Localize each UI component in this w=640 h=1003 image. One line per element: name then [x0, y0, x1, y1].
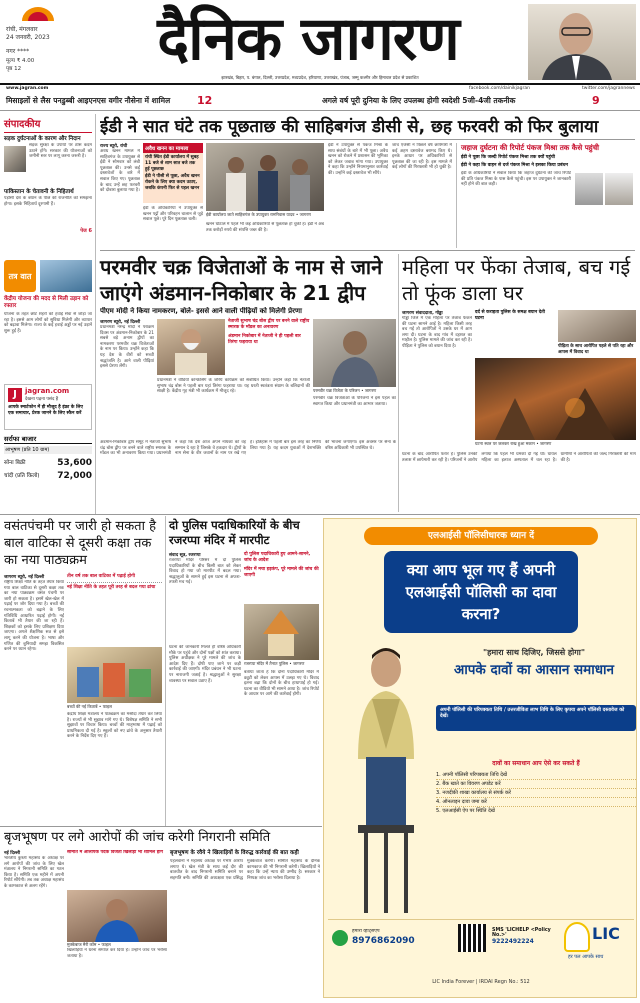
side-top-box [456, 143, 636, 248]
promo-strip [0, 93, 640, 111]
school-point-1: तीन वर्ष तक बाल वाटिका में पढ़ाई होगी [67, 574, 162, 583]
bullion-gold-row [4, 458, 92, 468]
acid-text-2: घटना के बाद आरोपित फरार हैं। पुलिस उनकी तलाश में छापेमारी कर रही है। परिजनों ने आरोप लगाया कि पहले भी धमकी दी गई थी। घायल महिला का इलाज अस्पताल में चल रहा है। ग्रामीणों ने आरोपितों की जल्द गिरफ्तारी की मांग की है। [402, 452, 636, 463]
website-link[interactable]: www.jagran.com [6, 86, 49, 91]
jagran-url[interactable]: jagran.com [25, 387, 70, 395]
lic-contact-row [328, 919, 634, 963]
paramveer-text-4: अंडमान-निकोबार द्वीप समूह में नेताजी सुभाष चंद्र बोस द्वीप पर बनने वाले राष्ट्रीय स्मारक के मॉडल का भी अनावरण किया गया। प्रधानमंत्री ने कहा कि देश आज अपने नायकों को वह सम्मान दे रहा है जिसके वे हकदार थे। द्वीपों के नाम सेना के वीर जवानों के नाम पर रखे गए हैं। इतिहास में पहली बार इस तरह का निर्णय लिया गया है। यह कदम युवाओं में देशभक्ति की भावना जगाएगा। इस अवसर पर सेना के वरिष्ठ अधिकारी भी उपस्थित थे। [100, 440, 396, 457]
qr-code-icon[interactable] [458, 924, 486, 952]
police-caption-text: रजरप्पा मंदिर में तैनात पुलिस [244, 661, 288, 666]
lead-highlight-title: अवैध खनन का मामला [143, 143, 203, 153]
editorial-heading: संपादकीय [4, 116, 92, 133]
bottom-photo-frame [67, 850, 167, 1000]
bullion-gold-value: 53,600 [57, 458, 92, 468]
bottom-caption-text: मुक्केबाज मैरी कॉम [67, 942, 97, 947]
school-col1 [4, 574, 64, 822]
mid-rule [0, 514, 640, 515]
school-caption-text: बच्चों की नई किताबें [67, 704, 98, 709]
masthead [0, 0, 640, 92]
lead-body [100, 143, 140, 248]
paramveer-point-2: अंडमान निकोबार में नेताजी ने ही पहली बार तिरंगा फहराया था [228, 334, 301, 345]
lead-rule [100, 139, 635, 140]
acid-caption-left: दर्द से कराहता पुलिस के समक्ष बयान देती घटना [475, 310, 545, 321]
lead-highlight-point-2: ईडी ने पीसी से पूछा, अवैध खनन रोकने के लिए क्या कदम उठाए, जबकि कंपनी फिर से पहल खनन [145, 174, 200, 191]
side-top-headline[interactable]: जहाज दुर्घटना की रिपोर्ट पंकज मिश्रा तक कैसे पहुंची [461, 143, 600, 152]
bottom-col3 [170, 850, 320, 1000]
paramveer-text-2: प्रधानमंत्री ने वीडियो कॉन्फ्रेंसिंग के जरिये कार्यक्रम को संबोधित किया। उन्होंने कहा कि नेताजी सुभाष चंद्र बोस ने पहली बार यहां तिरंगा फहराया था। यह धरती स्वतंत्रता संग्राम के बलिदानों की साक्षी है। केंद्रीय गृह मंत्री भी कार्यक्रम में मौजूद रहे। [157, 378, 310, 395]
lic-banner [364, 527, 598, 545]
lic-step-5-text: एलआईसी ऐप पर स्थिति देखें [442, 808, 495, 814]
bottom-photo [67, 890, 167, 942]
editorial-page-ref[interactable]: पेज 6 [80, 228, 92, 234]
lead-photo [206, 143, 324, 211]
lic-steps-title: दावों का समाधान आप ऐसे कर सकते हैं [492, 760, 580, 767]
lic-strip-text: अपनी पॉलिसी की परिपक्वता तिथि / उत्तरजीविता लाभ तिथि के लिए कृपया अपने पॉलिसी दस्तावेज को देखें। [440, 707, 625, 719]
tatra-label: तत्र वात [8, 271, 32, 281]
lic-logo-icon [564, 922, 590, 952]
lic-step-2-text: बैंक खाते का विवरण अपडेट करें [442, 781, 501, 787]
left-column-rule [95, 114, 96, 514]
promo-right-text[interactable]: अगले वर्ष पूरी दुनिया के लिए उपलब्ध होगी स्वदेशी 5जी-4जी तकनीक [322, 96, 516, 105]
tatra-box [4, 260, 92, 380]
masthead-editions: झारखंड, बिहार, प. बंगाल, दिल्ली, उत्तरप्रदेश, मध्यप्रदेश, हरियाणा, उत्तराखंड, पंजाब, जम्मू कश्मीर और हिमाचल प्रदेश से प्रकाशित [221, 75, 419, 80]
books-icon [67, 647, 162, 703]
editorial-writer-photo [4, 146, 26, 172]
lic-advertisement[interactable] [323, 518, 637, 998]
paramveer-caption: परमवीर चक्र विजेता के परिजन • जागरण [313, 388, 377, 393]
lic-phone[interactable]: 9222492224 [492, 938, 534, 945]
side-top-bullet-2: ईडी ने कहा कि वाहन से दर्ज पंकज मिश्रा ने इसका किया प्रबंधन [461, 163, 568, 168]
school-photo [67, 647, 162, 703]
police-text-1: रजरप्पा मंदिर परिसर में दो पुलिस पदाधिकारियों के बीच किसी बात को लेकर विवाद हो गया जो मारपीट में बदल गया। श्रद्धालुओं के सामने हुई इस घटना से अफरा-तफरी मच गई। [169, 558, 241, 586]
lead-dateline: राज्य ब्यूरो, रांची [100, 144, 128, 149]
paramveer-headline[interactable]: परमवीर चक्र विजेताओं के नाम से जाने जाएंगे अंडमान-निकोबार के 21 द्वीप [100, 255, 383, 305]
lead-credit: जागरण [299, 212, 311, 217]
side-top-bullet-1: ईडी ने पूछा कि जल्दी रिपोर्ट पंकज मिश्रा तक क्यों पहुंची [461, 155, 555, 160]
jagran-promo-box [4, 384, 92, 430]
masthead-pages: पृष्ठ 12 [6, 66, 22, 72]
lic-brand: LIC [592, 924, 620, 943]
lead-text-col2: ईडी के अधिकारियों ने उपायुक्त से खनन पट्टों और परिवहन चालान से जुड़े सवाल पूछे। पूरे दिन पूछताछ चली। [143, 206, 203, 223]
paramveer-col1 [100, 319, 154, 437]
police-points-box [244, 552, 319, 602]
lead-headline[interactable]: ईडी ने सात घंटे तक पूछताछ की साहिबगंज डीसी से, छह फरवरी को फिर बुलाया [100, 117, 599, 137]
school-points-box [67, 574, 162, 644]
masthead-day: रांची, मंगलवार [6, 26, 38, 33]
police-caption: रजरप्पा मंदिर में तैनात पुलिस • जागरण [244, 661, 305, 666]
lic-whatsapp-number[interactable]: 8976862090 [352, 936, 415, 946]
editorial-text-2: पड़ोसी देश के बयान के पीछे की राजनीति को समझना होगा। इसके निहितार्थ दूरगामी हैं। [4, 196, 92, 207]
school-text-1: राष्ट्रीय शिक्षा नीति के तहत तैयार किया गया बाल वाटिका से दूसरी कक्षा तक का नया पाठ्यक्रम वसंत पंचमी पर जारी हो सकता है। इसमें खेल-खेल में पढ़ाई पर जोर दिया गया है। बच्चों की रचनात्मकता को बढ़ाने के लिए गतिविधि आधारित पढ़ाई होगी। नई किताबें भी तैयार की जा रही हैं। शिक्षकों को इसके लिए प्रशिक्षण दिया जाएगा। अगले शैक्षणिक सत्र से इसे लागू करने की योजना है। भाषा और गणित की बुनियादी समझ विकसित करने पर ध्यान रहेगा। [4, 580, 64, 653]
lead-photo-caption: ईडी कार्यालय जाते साहिबगंज के उपायुक्त रामनिवास यादव • जागरण [206, 212, 311, 217]
bottom-rule [0, 826, 322, 827]
person-icon [67, 890, 167, 942]
lead-text-col4: ईडी ने उपायुक्त से पंकज मिश्रा के साथ संबंधों के बारे में भी पूछा। अवैध खनन को रोकने में प्रशासन की भूमिका को लेकर जवाब मांगा गया। उपायुक्त ने कहा कि उन्होंने नियमानुसार कार्रवाई की। उन्होंने कई दस्तावेज भी सौंपे। [328, 143, 388, 176]
jagran-j-icon: J [8, 388, 22, 402]
lead-highlight-point-1: रांची स्थित ईडी कार्यालय में सुबह 11 बजे से शाम सात बजे तक हुई पूछताछ [145, 155, 199, 172]
paramveer-family-photo [313, 319, 396, 387]
jagran-logo-icon [20, 5, 56, 23]
lic-step-5: 5. एलआईसी ऐप पर स्थिति देखें [436, 808, 495, 814]
police-point-1: दो पुलिस पदाधिकारी हुए आमने-सामने, जांच के आदेश [244, 552, 311, 563]
bottom-sub-headline[interactable]: बृजभूषण के रवैये ने खिलाड़ियों के विरुद्ध कार्रवाई की बात कही [170, 850, 299, 856]
paramveer-caption-text: परमवीर चक्र विजेता के परिजन [313, 388, 360, 393]
police-text-2: घटना की जानकारी मिलते ही वरिष्ठ अधिकारी मौके पर पहुंचे और दोनों पक्षों को शांत कराया। पुलिस अधीक्षक ने पूरे मामले की जांच के आदेश दिए हैं। दोषी पाए जाने पर कड़ी कार्रवाई की जाएगी। मंदिर प्रबंधन ने भी घटना पर नाराजगी जताई है। श्रद्धालुओं ने सुरक्षा व्यवस्था पर सवाल उठाए हैं। [169, 645, 241, 684]
tatra-photo [40, 260, 92, 292]
police-dateline: संवाद सूत्र, रजरप्पा [169, 553, 201, 558]
lic-question: क्या आप भूल गए हैं अपनी एलआईसी पॉलिसी का दावा करना? [405, 561, 557, 623]
temple-icon [244, 604, 319, 660]
lead-text-col1: अवैध खनन मामले में साहिबगंज के उपायुक्त से ईडी ने सोमवार को लंबी पूछताछ की। उनसे कई दस्तावेजों के बारे में सवाल किए गए। पूछताछ के बाद उन्हें छह फरवरी को दोबारा बुलाया गया है। [100, 149, 140, 194]
tatra-badge [4, 260, 36, 292]
side-top-photo-2 [605, 173, 633, 205]
lead-highlight-box [143, 143, 203, 203]
twitter-link[interactable]: twitter.com/jagrannews [582, 86, 635, 91]
lic-whatsapp-label: हमारा व्हाट्सएप [352, 929, 380, 934]
school-headline[interactable]: वसंतपंचमी पर जारी हो सकता है बाल वाटिका से दूसरी कक्षा तक का नया पाठ्यक्रम [4, 519, 156, 568]
lic-step-1-text: अपनी पॉलिसी परिपक्वता तिथि देखें [442, 772, 508, 778]
lic-person-illustration [328, 639, 438, 919]
lic-step-3: 3. नजदीकी शाखा कार्यालय से संपर्क करें [436, 789, 636, 798]
lead-text-col3: खनन घोटाले में पहले भी कई अधिकारियों से पूछताछ हो चुकी है। ईडी ने अब तक करोड़ों रुपये की संपत्ति जब्त की है। [206, 222, 324, 233]
acid-credit: जागरण [540, 441, 552, 446]
police-headline[interactable]: दो पुलिस पदाधिकारियों के बीच रजरप्पा मंदिर में मारपीट [169, 518, 300, 547]
bottom-headline[interactable]: बृजभूषण पर लगे आरोपों की जांच करेगी निगरानी समिति [4, 830, 271, 845]
school-dateline: जागरण ब्यूरो, नई दिल्ली [4, 575, 45, 580]
person-icon [328, 639, 438, 919]
bottom-dateline: नई दिल्ली [4, 851, 21, 856]
columnist-photo [528, 4, 636, 80]
acid-headline[interactable]: महिला पर फेंका तेजाब, बच गई तो फूंक डाला घर [402, 255, 631, 305]
bullion-silver-value: 72,000 [57, 471, 92, 481]
acid-dateline: जागरण संवाददाता, गोड्डा [402, 311, 443, 316]
tatra-snippet[interactable]: केंद्रीय योजना की मदद से मिली उड़ान को रफ्तार [4, 296, 89, 309]
paramveer-subhead[interactable]: पीएम मोदी ने किया नामकरण, बोले- इससे आने वाली पीढ़ियों को मिलेगी प्रेरणा [100, 307, 302, 315]
lead-caption-text: ईडी कार्यालय जाते साहिबगंज के उपायुक्त रामनिवास यादव [206, 212, 295, 217]
lic-step-1: 1. अपनी पॉलिसी परिपक्वता तिथि देखें [436, 771, 636, 780]
lic-step-3-text: नजदीकी शाखा कार्यालय से संपर्क करें [442, 790, 511, 796]
fire-icon [475, 358, 636, 440]
lic-quote: "हमारा साथ दिजिए, जिससे होगा" [482, 648, 586, 657]
masthead-price: मूल्य ₹ 4.00 [6, 58, 35, 64]
people-icon [206, 143, 324, 211]
school-credit: फाइल [102, 704, 112, 709]
acid-text-1: गोड्डा जिले में एक महिला पर तेजाब फेंकने की घटना सामने आई है। महिला किसी तरह बच गई तो आरोपितों ने उसके घर में आग लगा दी। घटना के बाद गांव में दहशत का माहौल है। पुलिस मामले की जांच कर रही है। पीड़िता ने पुलिस को बयान दिया है। [402, 316, 472, 349]
acid-photo-caption: घटना स्थल पर जलकर राख हुआ मकान • जागरण [475, 441, 552, 446]
tatra-text: योजना के तहत छोटे शहरों को हवाई सेवा से जोड़ा जा रहा है। इससे आम लोगों को सुविधा मिलेगी और व्यापार को बढ़ावा मिलेगा। राज्य के कई हवाई अड्डों पर नई उड़ानें शुरू हुई हैं। [4, 312, 92, 334]
bullion-heading: सर्राफा बाजार [4, 434, 92, 444]
acid-photo-small [558, 310, 636, 342]
school-text-2: केंद्रीय शिक्षा मंत्रालय ने पाठ्यक्रम का मसौदा तैयार कर लिया है। राज्यों से भी सुझाव मांगे गए थे। विशेषज्ञ समिति ने सभी सुझावों पर विचार किया। बच्चों की मातृभाषा में पढ़ाई को प्राथमिकता दी गई है। स्कूलों को नए ढांचे के अनुसार तैयारी करने के निर्देश दिए गए हैं। [67, 712, 162, 740]
whatsapp-icon[interactable] [332, 930, 348, 946]
school-police-rule [165, 516, 166, 826]
paramveer-credit: जागरण [364, 388, 377, 393]
promo-left-text[interactable]: मिसाइलों से लैस पनडुब्बी आइएनएस वगीर नौसेना में शामिल [6, 96, 171, 105]
acid-story-rule [398, 254, 399, 512]
paramveer-text-3: परमवीर चक्र विजेताओं के परिजनों ने इस पहल का स्वागत किया और प्रधानमंत्री का आभार जताया। [313, 396, 396, 407]
person-icon [157, 319, 225, 375]
lic-step-4: 4. ऑनलाइन दावा जमा करें [436, 798, 636, 807]
editorial-story1-title[interactable]: सड़क दुर्घटनाओं के कारण और निदान [4, 136, 81, 142]
lic-steps-box [436, 759, 636, 909]
school-point-2: नई शिक्षा नीति के तहत पूरी तरह से बदल गया ढांचा [67, 585, 156, 590]
jagran-tagline: देखना पढ़ना पसंद है [25, 397, 59, 402]
bullion-silver-label: चांदी (प्रति किलो) [4, 473, 40, 479]
paramveer-text-1: प्रधानमंत्री नरेन्द्र मोदी ने पराक्रम दिवस पर अंडमान-निकोबार के 21 सबसे बड़े अनाम द्वीपों का नामकरण परमवीर चक्र विजेताओं के नाम पर किया। उन्होंने कहा कि यह देश के वीरों को सच्ची श्रद्धांजलि है। आने वाली पीढ़ियां इससे प्रेरणा लेंगी। [100, 325, 154, 370]
police-photo [244, 604, 319, 660]
lic-banner-text: एलआईसी पॉलिसीधारक ध्यान दें [428, 531, 534, 541]
bullion-unit: आभूषण (प्रति 10 ग्राम) [4, 446, 92, 454]
bottom-points-red: समिति में ओलंपिक पदक विजेता खिलाड़ी भी शामिल होंगे [67, 850, 163, 855]
acid-caption-right: पीड़िता के साथ आरोपित पहले से पति रहा और आपस में विवाद था [558, 344, 634, 355]
newspaper-title: दैनिक जागरण [157, 4, 459, 74]
acid-col1 [402, 310, 472, 450]
jagran-box-text: आपके स्मार्टफोन में ही मौजूद है इंफ्रा के लिए एक समाचार, प्रेरक जानने के लिए स्कैन करें [8, 405, 83, 416]
masthead-rule [0, 83, 640, 85]
paramveer-modi-photo [157, 319, 225, 375]
lead-text-col5: जांच एजेंसी ने पिछले वर्ष छापेमारी में कई अहम दस्तावेज बरामद किए थे। इनके आधार पर अधिकारियों से पूछताछ की जा रही है। इस मामले में कई लोगों की गिरफ्तारी भी हो चुकी है। [392, 143, 452, 171]
masthead-city: नगर **** [6, 48, 30, 55]
lic-strip [436, 705, 636, 731]
police-point-2: मंदिर में मचा हड़कंप, पूरे मामले की जांच की जाएगी [244, 567, 319, 578]
person-icon [528, 4, 636, 80]
police-col1 [169, 552, 241, 642]
lic-step-2: 2. बैंक खाते का विवरण अपडेट करें [436, 780, 636, 789]
editorial-story2-title[interactable]: पाकिस्तान के चेतावनी के निहितार्थ [4, 189, 74, 195]
person-icon [313, 319, 396, 387]
police-credit: जागरण [293, 661, 305, 666]
paramveer-dateline: जागरण ब्यूरो, नई दिल्ली [100, 320, 141, 325]
bullion-gold-label: सोना बिक्री [4, 460, 26, 466]
lic-quote-text: हमारा साथ दिजिए, जिससे होगा [487, 648, 581, 657]
lic-step-4-text: ऑनलाइन दावा जमा करें [442, 799, 487, 805]
side-top-photo-1 [575, 173, 603, 205]
masthead-date: 24 जनवरी, 2023 [6, 34, 50, 41]
lic-footer: LIC India Forever | IRDAI Regn No.: 512 [432, 979, 530, 985]
lic-script: आपके दावों का आसान समाधान [453, 662, 615, 678]
bottom-text-2: खिलाड़ियों ने धरना समाप्त कर दिया है। उन्होंने जांच पर भरोसा जताया है। [67, 948, 167, 959]
paramveer-point-1: नेताजी सुभाष चंद्र बोस द्वीप पर बनने वाले राष्ट्रीय स्मारक के मॉडल का अनावरण [228, 319, 310, 330]
police-text-3: बताया जाता है कि दोनों पदाधिकारी मंदिर में ड्यूटी को लेकर आपस में उलझ गए थे। विवाद इतना बढ़ा कि दोनों के बीच हाथापाई हो गई। घटना का वीडियो भी सामने आया है। जांच रिपोर्ट के आधार पर आगे की कार्रवाई होगी। [244, 670, 319, 698]
lic-brand-tag: हर पल आपके साथ [568, 954, 604, 960]
bottom-credit: फाइल [101, 942, 111, 947]
acid-house-photo [475, 358, 636, 440]
lead-bottom-rule [100, 250, 635, 251]
bullion-silver-row [4, 471, 92, 481]
editorial-box [4, 116, 92, 256]
paramveer-points-box [228, 319, 310, 375]
bottom-caption: मुक्केबाज मैरी कॉम • फाइल [67, 942, 111, 947]
promo-right-page: 9 [592, 94, 600, 107]
bullion-box [4, 434, 92, 512]
bottom-text-1: भारतीय कुश्ती महासंघ के अध्यक्ष पर लगे आरोपों की जांच के लिए खेल मंत्रालय ने निगरानी समिति का गठन किया है। समिति एक महीने में अपनी रिपोर्ट सौंपेगी। तब तक अध्यक्ष महासंघ के कामकाज से अलग रहेंगे। [4, 856, 64, 889]
school-caption: बच्चों की नई किताबें • फाइल [67, 704, 112, 709]
facebook-link[interactable]: facebook.com/dainikjagran [468, 86, 530, 91]
promo-left-page: 12 [197, 94, 213, 107]
bottom-text-3: पहलवानों ने महासंघ अध्यक्ष पर गंभीर आरोप लगाए थे। खेल मंत्री के साथ कई दौर की बातचीत के बाद निगरानी समिति बनाने पर सहमति बनी। समिति की अध्यक्षता एक प्रसिद्ध मुक्केबाज करेंगी। समिति महासंघ के दैनिक कामकाज की भी निगरानी करेगी। खिलाड़ियों ने कहा कि उन्हें न्याय की उम्मीद है। सरकार ने निष्पक्ष जांच का भरोसा दिलाया है। [170, 859, 320, 881]
side-top-text: ईडी के अधिकारियों ने सवाल किया कि जहाज दुर्घटना की जांच रिपोर्ट की प्रति पंकज मिश्रा के पास कैसे पहुंची। इस पर उपायुक्त ने जानकारी नहीं होने की बात कही। [461, 171, 571, 188]
bottom-col1 [4, 850, 64, 1000]
acid-photo-caption-text: घटना स्थल पर जलकर राख हुआ मकान [475, 441, 535, 446]
lic-sms-label: SMS 'LICHELP <Policy No.>' [492, 928, 551, 938]
editorial-text: सड़क सुरक्षा के उपायों पर ठोस कदम उठाने होंगे। सरकार की योजनाओं को जमीनी स्तर पर लागू करना जरूरी है। [29, 143, 92, 160]
